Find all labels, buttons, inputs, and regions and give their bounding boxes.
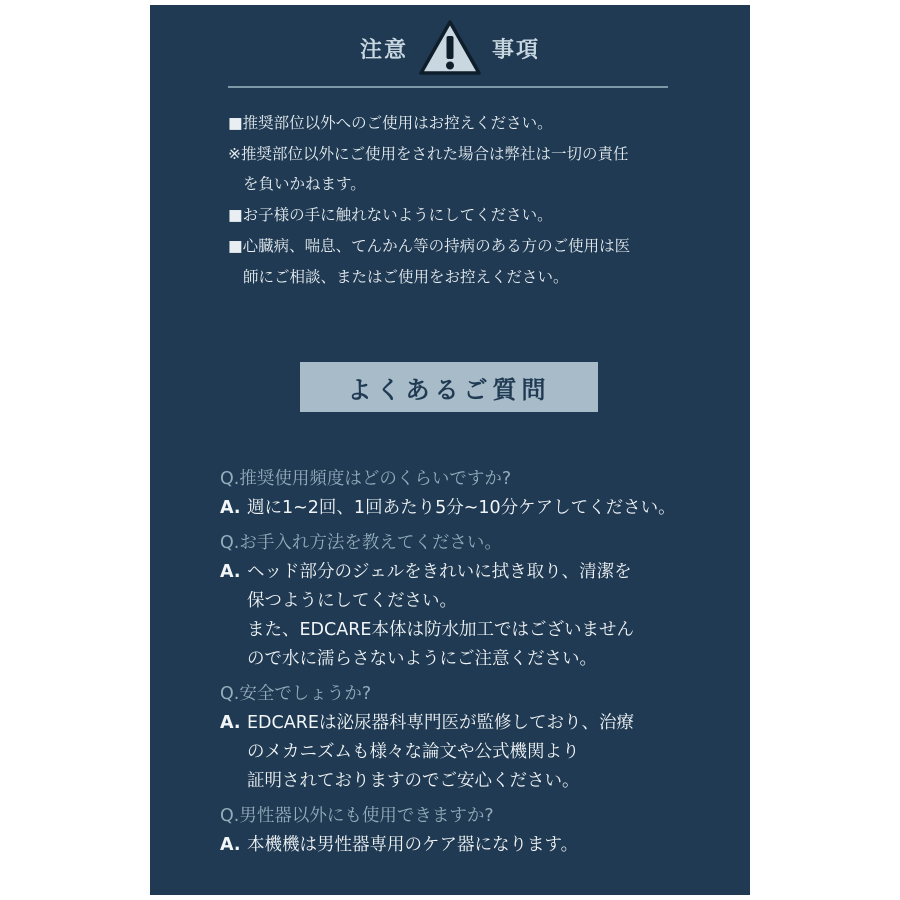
caution-title-left: 注意	[359, 37, 408, 63]
answer-line: 証明されておりますのでご安心ください。	[247, 771, 580, 791]
faq-answer	[220, 494, 720, 523]
faq-list	[220, 465, 720, 866]
faq-item	[220, 802, 720, 860]
note-line: ■お子様の手に触れないようにしてください。	[228, 206, 553, 225]
faq-item	[220, 529, 720, 674]
faq-title: よくあるご質問	[300, 362, 598, 412]
faq-answer	[220, 558, 720, 674]
answer-label: A.	[220, 498, 241, 518]
divider	[228, 86, 668, 88]
answer-line: 週に1~2回、1回あたり5分~10分ケアしてください。	[247, 498, 676, 518]
info-panel	[150, 5, 750, 895]
answer-line: また、EDCARE本体は防水加工ではございません	[247, 620, 634, 640]
note-line: ※推奨部位以外にご使用をされた場合は弊社は一切の責任	[228, 144, 629, 163]
answer-label: A.	[220, 835, 241, 855]
faq-answer	[220, 831, 720, 860]
faq-item	[220, 465, 720, 523]
note-line: ■推奨部位以外へのご使用はお控えください。	[228, 114, 553, 132]
faq-answer	[220, 709, 720, 796]
note-line: ■心臓病、喘息、てんかん等の持病のある方のご使用は医	[228, 236, 631, 255]
answer-line: 保つようにしてください。	[247, 591, 457, 611]
faq-question: Q.男性器以外にも使用できますか?	[220, 806, 494, 826]
caution-header	[150, 17, 750, 79]
warning-triangle-icon	[418, 19, 482, 77]
answer-line: ヘッド部分のジェルをきれいに拭き取り、清潔を	[247, 562, 632, 582]
answer-label: A.	[220, 562, 241, 582]
faq-question: Q.安全でしょうか?	[220, 684, 372, 704]
answer-line: 本機機は男性器専用のケア器になります。	[247, 835, 579, 855]
caution-notes	[228, 108, 698, 292]
faq-question: Q.推奨使用頻度はどのくらいですか?	[220, 469, 512, 489]
answer-line: ので水に濡らさないようにご注意ください。	[247, 649, 597, 669]
faq-item	[220, 680, 720, 796]
answer-label: A.	[220, 713, 241, 733]
answer-line: EDCAREは泌尿器科専門医が監修しており、治療	[247, 713, 634, 733]
note-line: を負いかねます。	[243, 175, 366, 194]
faq-question: Q.お手入れ方法を教えてください。	[220, 533, 502, 553]
answer-line: のメカニズムも様々な論文や公式機関より	[247, 742, 580, 762]
note-line: 師にご相談、またはご使用をお控えください。	[243, 267, 569, 286]
caution-title-right: 事項	[492, 37, 541, 63]
